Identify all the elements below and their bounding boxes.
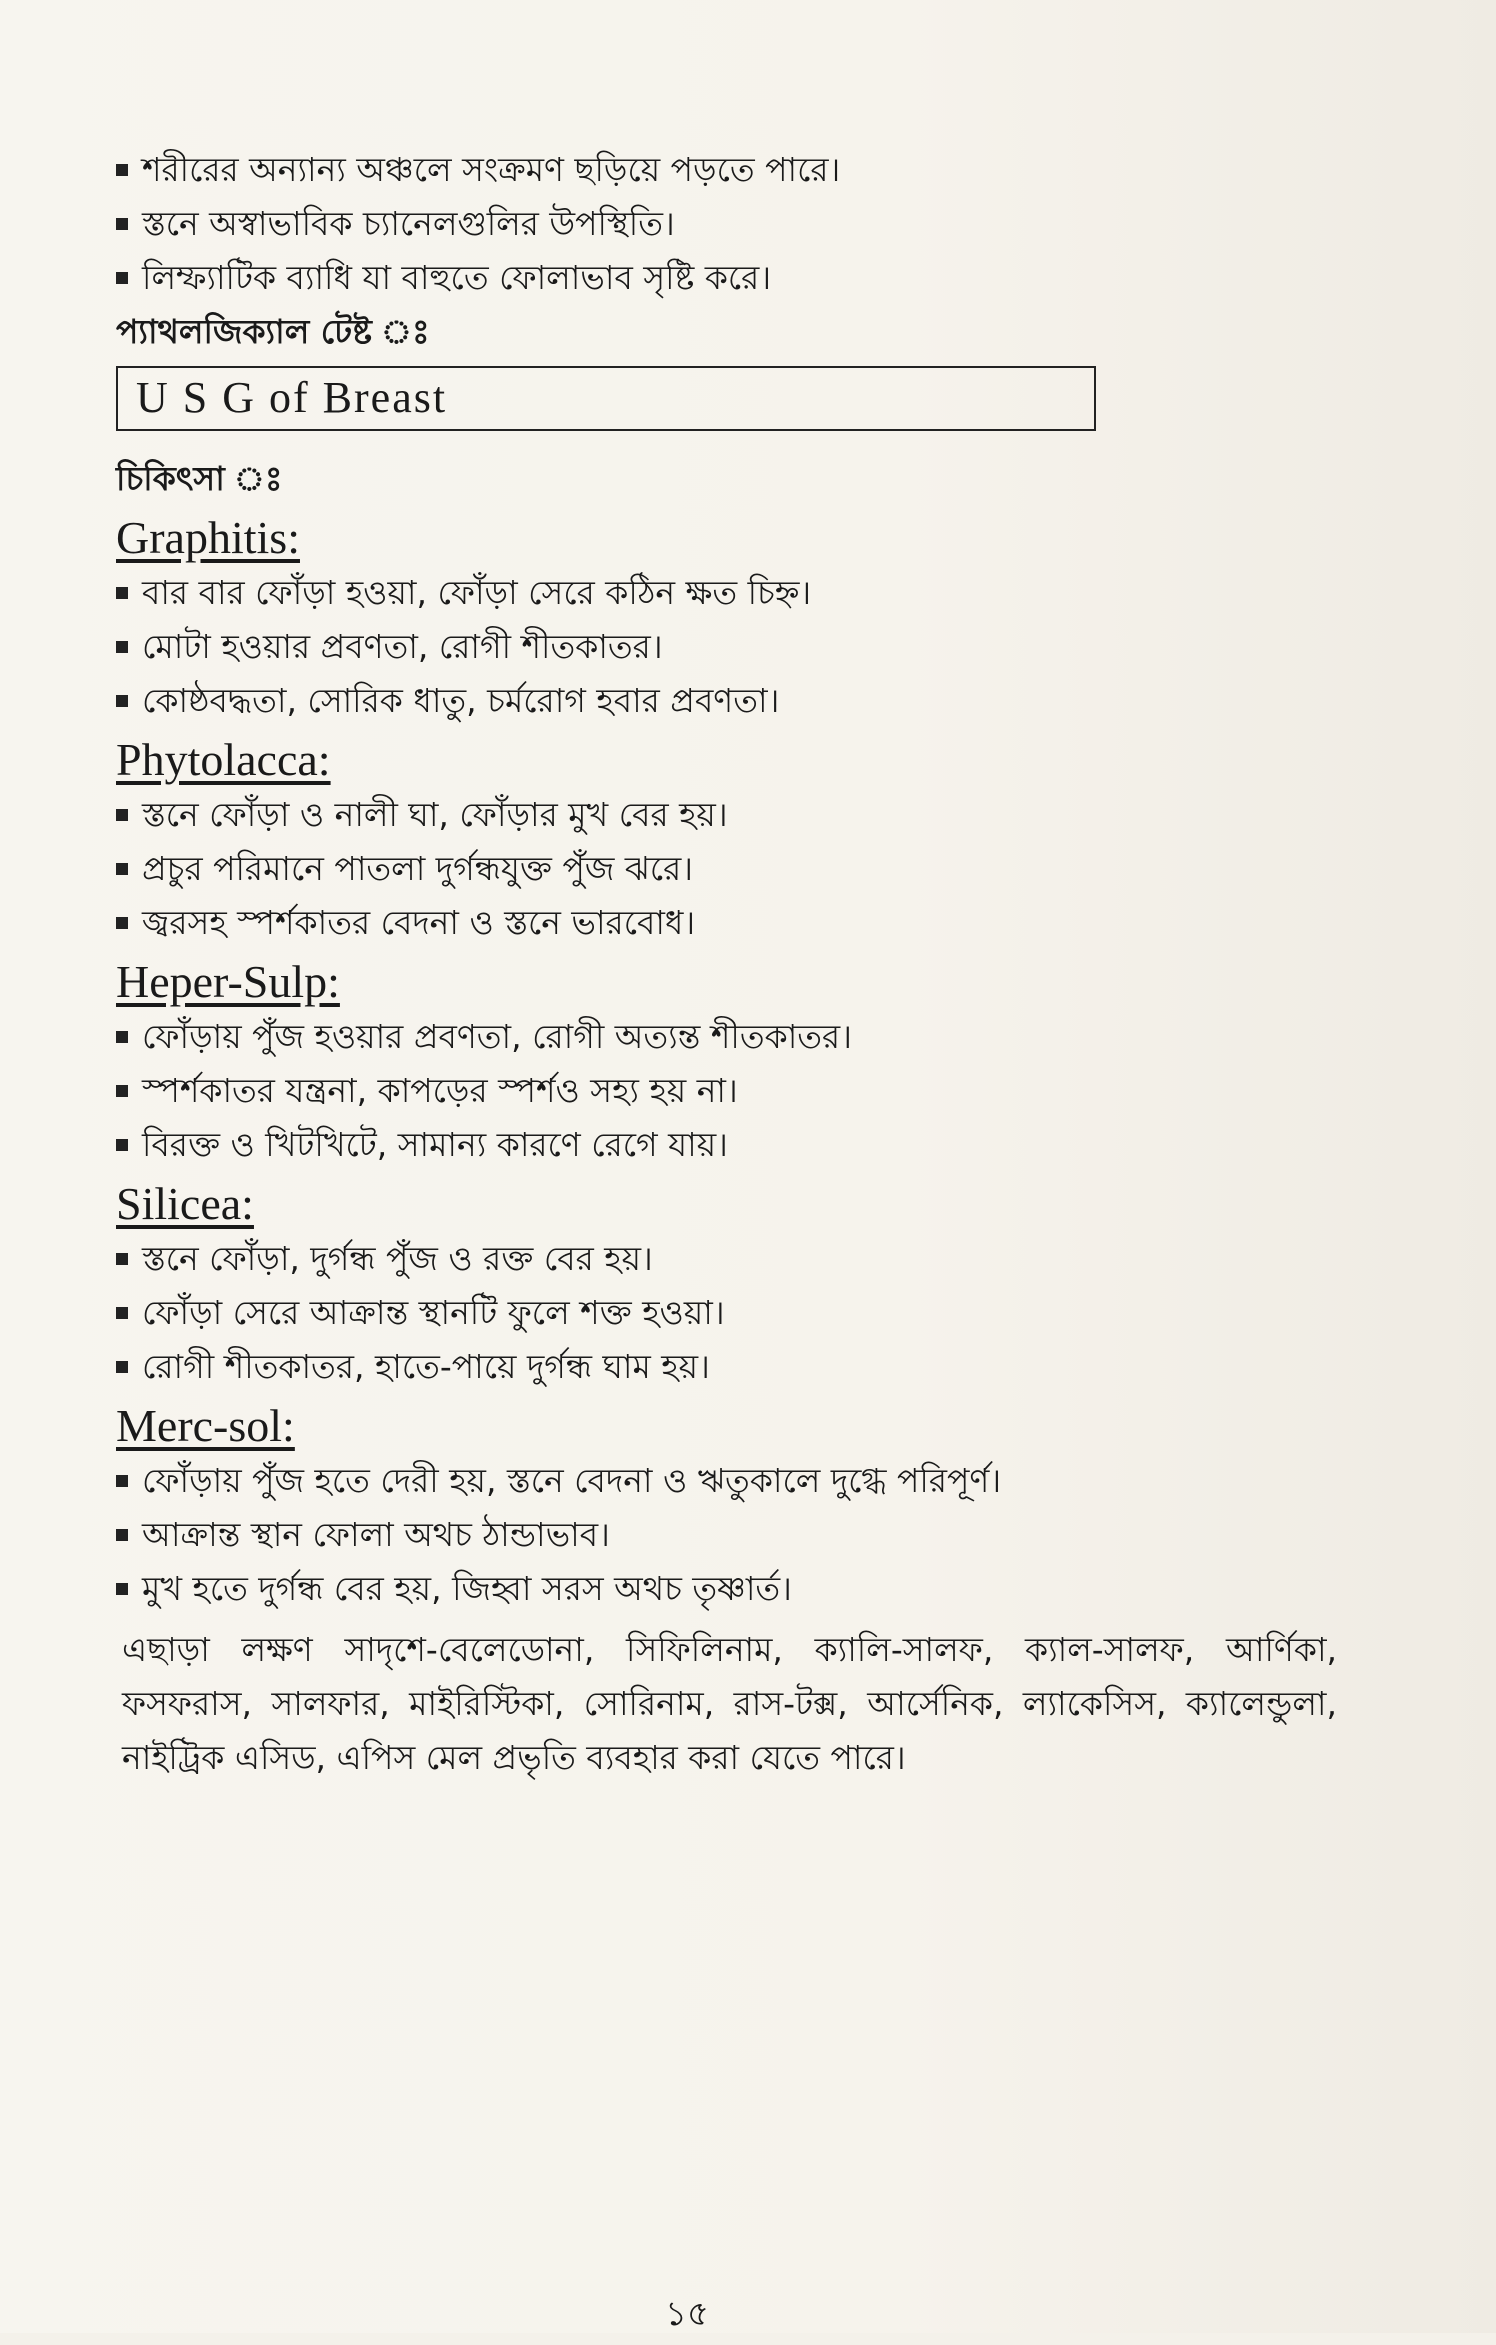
remedy-section [116,1179,1346,1387]
list-item-text: শরীরের অন্যান্য অঞ্চলে সংক্রমণ ছড়িয়ে পড়তে পারে। [142,150,841,189]
remedy-name: Merc-sol: [116,1400,295,1451]
list-item-text: স্তনে ফোঁড়া ও নালী ঘা, ফোঁড়ার মুখ বের হয়। [142,795,728,834]
list-item-text: স্তনে ফোঁড়া, দুর্গন্ধ পুঁজ ও রক্ত বের হয়। [142,1239,653,1278]
list-item-text: জ্বরসহ স্পর্শকাতর বেদনা ও স্তনে ভারবোধ। [142,903,696,942]
pathology-label: প্যাথলজিক্যাল টেষ্ট ঃ [116,312,430,351]
list-item [116,681,1346,721]
bullet-icon [116,1085,128,1097]
list-item-text: ফোঁড়া সেরে আক্রান্ত স্থানটি ফুলে শক্ত হওয়া। [142,1293,725,1332]
list-item [116,795,1346,835]
list-item-text: বার বার ফোঁড়া হওয়া, ফোঁড়া সেরে কঠিন ক্ষত চিহ্ন। [142,573,812,612]
list-item-text: মোটা হওয়ার প্রবণতা, রোগী শীতকাতর। [142,627,663,666]
list-item [116,1017,1346,1057]
page-number: ১৫ [665,2294,710,2334]
list-item-text: ফোঁড়ায় পুঁজ হতে দেরী হয়, স্তনে বেদনা ও ঋতুকালে দুগ্ধে পরিপূর্ণ। [142,1461,1002,1500]
bullet-icon [116,809,128,821]
list-item [116,1461,1346,1501]
remedy-name: Silicea: [116,1178,254,1229]
list-item-text: ফোঁড়ায় পুঁজ হওয়ার প্রবণতা, রোগী অত্যন্ত শীতকাতর। [142,1017,852,1056]
bullet-icon [116,272,128,284]
bullet-icon [116,218,128,230]
bullet-icon [116,917,128,929]
bullet-icon [116,1475,128,1487]
list-item [116,627,1346,667]
bullet-icon [116,1583,128,1595]
list-item [116,573,1346,613]
list-item [116,1125,1346,1165]
intro-bullet-list [116,150,1346,298]
list-item [116,258,1346,298]
list-item-text: আক্রান্ত স্থান ফোলা অথচ ঠান্ডাভাব। [142,1515,610,1554]
bullet-icon [116,1031,128,1043]
remedy-section [116,513,1346,721]
list-item [116,1569,1346,1609]
bullet-icon [116,1529,128,1541]
treatment-label: চিকিৎসা ঃ [116,459,283,498]
page-content [116,150,1346,1785]
closing-paragraph: এছাড়া লক্ষণ সাদৃশে-বেলেডোনা, সিফিলিনাম, ক্যালি-সালফ, ক্যাল-সালফ, আর্ণিকা, ফসফরাস, সালফার, মাইরিস্টিকা, সোরিনাম, রাস-টক্স, আর্সেনিক, ল্যাকেসিস, ক্যালেন্ডুলা, নাইট্রিক এসিড, এপিস মেল প্রভৃতি ব্যবহার করা যেতে পারে। [122,1630,1337,1777]
list-item [116,1239,1346,1279]
list-item-text: রোগী শীতকাতর, হাতে-পায়ে দুর্গন্ধ ঘাম হয়। [142,1347,710,1386]
bullet-icon [116,695,128,707]
bullet-icon [116,863,128,875]
remedy-section [116,1401,1346,1609]
bullet-icon [116,1361,128,1373]
list-item-text: কোষ্ঠবদ্ধতা, সোরিক ধাতু, চর্মরোগ হবার প্রবণতা। [142,681,780,720]
list-item [116,849,1346,889]
bullet-icon [116,1307,128,1319]
remedy-section [116,735,1346,943]
bullet-icon [116,587,128,599]
remedy-name: Heper-Sulp: [116,956,340,1007]
bullet-icon [116,1139,128,1151]
list-item-text: স্পর্শকাতর যন্ত্রনা, কাপড়ের স্পর্শও সহ্য হয় না। [142,1071,738,1110]
bullet-icon [116,1253,128,1265]
list-item [116,150,1346,190]
list-item-text: লিম্ফ্যাটিক ব্যাধি যা বাহুতে ফোলাভাব সৃষ্টি করে। [142,258,772,297]
list-item-text: বিরক্ত ও খিটখিটে, সামান্য কারণে রেগে যায়। [142,1125,728,1164]
list-item [116,1347,1346,1387]
list-item [116,1515,1346,1555]
list-item [116,1293,1346,1333]
remedy-name: Graphitis: [116,512,300,563]
test-box: U S G of Breast [116,366,1096,431]
list-item-text: মুখ হতে দুর্গন্ধ বের হয়, জিহ্বা সরস অথচ তৃষ্ণার্ত। [142,1569,792,1608]
list-item-text: প্রচুর পরিমানে পাতলা দুর্গন্ধযুক্ত পুঁজ ঝরে। [142,849,694,888]
list-item [116,204,1346,244]
list-item [116,903,1346,943]
list-item-text: স্তনে অস্বাভাবিক চ্যানেলগুলির উপস্থিতি। [142,204,675,243]
remedy-section [116,957,1346,1165]
remedy-name: Phytolacca: [116,734,331,785]
list-item [116,1071,1346,1111]
bullet-icon [116,641,128,653]
bullet-icon [116,164,128,176]
